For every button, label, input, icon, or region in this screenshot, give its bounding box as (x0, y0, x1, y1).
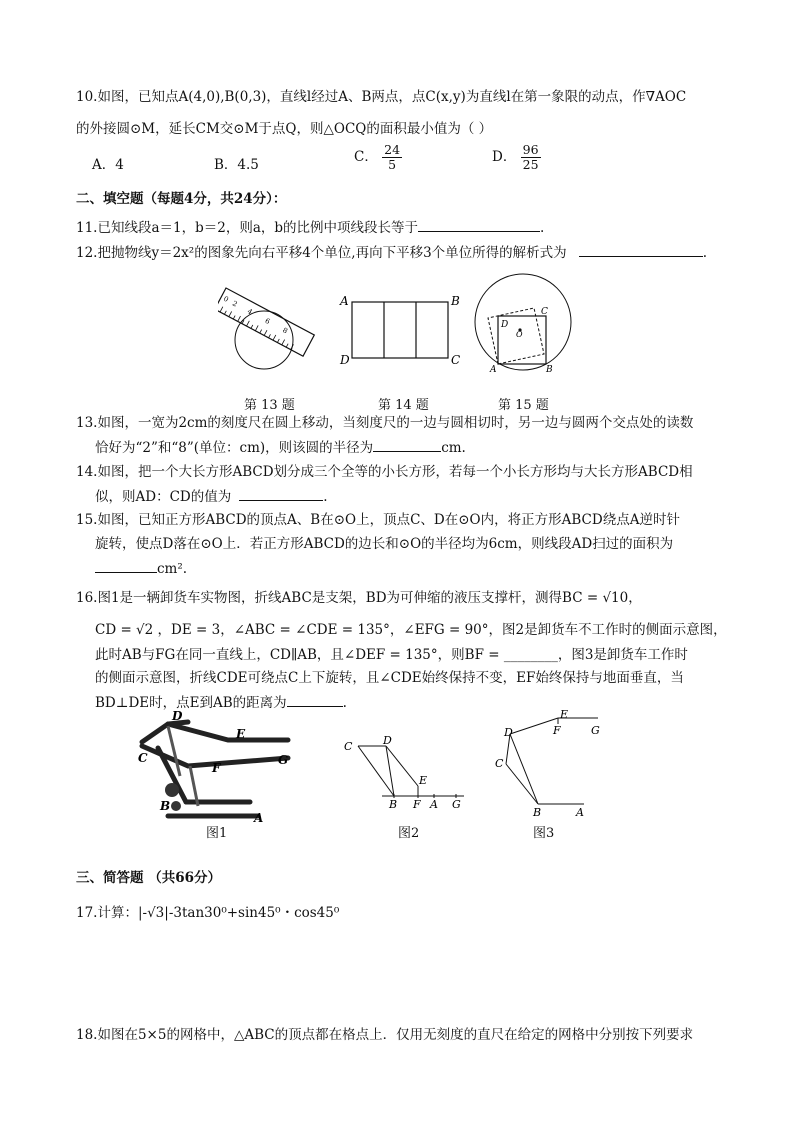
fig2-label-b: B (389, 798, 398, 811)
fig2-label-c: C (344, 740, 353, 753)
q13-unit: cm. (441, 440, 466, 456)
q10-line1: 10.如图，已知点A(4,0),B(0,3)，直线l经过A、B两点，点C(x,y)为直线l在第一象限的动点，作∇AOC (76, 89, 687, 105)
q15-answer-blank (95, 558, 157, 573)
fig15-label-b: B (546, 365, 553, 375)
fig1-label-a: A (254, 811, 264, 825)
q10-option-b: B．4.5 (214, 157, 259, 173)
q16-line4: 的侧面示意图，折线CDE可绕点C上下旋转，且∠CDE始终保持不变，EF始终保持与地面垂直，当 (95, 670, 684, 686)
q11-answer-blank (418, 217, 540, 232)
q14-line2-text: 似，则AD：CD的值为 (95, 489, 232, 505)
fig2-label-g: G (452, 798, 461, 811)
fig14-caption: 第 14 题 (378, 398, 429, 413)
fig15-label-o: O (516, 330, 523, 339)
q10-line2: 的外接圆⊙M，延长CM交⊙M于点Q，则△OCQ的面积最小值为（ ） (76, 121, 493, 137)
q10-option-d (492, 143, 541, 172)
q11 (76, 217, 544, 238)
fig3-label-g: G (591, 724, 600, 737)
fig1-truck-photo (128, 706, 298, 826)
fig13-caption: 第 13 题 (244, 398, 295, 413)
q10-option-a: A．4 (92, 157, 124, 173)
fig15-label-d: D (501, 320, 509, 330)
q16-end: . (342, 695, 347, 711)
fig15-label-c: C (541, 307, 548, 317)
frac-num: 24 (384, 142, 401, 157)
q11-end: . (540, 220, 545, 236)
q15-unit: cm². (157, 561, 188, 577)
q10-option-c-fraction (382, 143, 402, 172)
fig1-label-e: E (236, 727, 246, 741)
q12-text: 12.把抛物线y＝2x²的图象先向右平移4个单位,再向下平移3个单位所得的解析式为 (76, 245, 567, 261)
fig15-caption: 第 15 题 (498, 398, 549, 413)
fig15-label-a: A (490, 365, 497, 375)
fig13-tick-6: 6 (263, 316, 272, 326)
q14-answer-blank (239, 486, 323, 501)
fig13-diagram (218, 280, 328, 372)
fig3-caption: 图3 (533, 826, 555, 841)
fig13-tick-0: 0 (222, 294, 230, 304)
fig1-label-g: G (278, 753, 289, 767)
section3-heading: 三、简答题 （共66分） (76, 870, 221, 886)
fig13-tick-2: 2 (230, 299, 239, 309)
q14-line1: 14.如图，把一个大长方形ABCD划分成三个全等的小长方形，若每一个小长方形均与大长方形ABCD相 (76, 464, 693, 480)
q18: 18.如图在5×5的网格中，△ABC的顶点都在格点上．仅用无刻度的直尺在给定的网格中分别按下列要求 (76, 1027, 694, 1043)
fig15-circle (475, 274, 571, 370)
fig13-tick-4: 4 (245, 307, 254, 317)
q16-answer-blank (287, 692, 343, 707)
q14-end: . (323, 489, 328, 505)
fig2-label-d: D (383, 734, 392, 747)
fig3-label-a: A (576, 806, 584, 818)
section2-heading: 二、填空题（每题4分，共24分）： (76, 191, 287, 207)
q16-line1: 16.图1是一辆卸货车实物图，折线ABC是支架，BD为可伸缩的液压支撑杆，测得BC = √10， (76, 590, 642, 606)
fig1-label-c: C (138, 751, 148, 765)
fig1-label-f: F (212, 761, 221, 775)
fig14-diagram (336, 290, 466, 370)
fig14-label-d: D (340, 353, 350, 367)
frac-den: 25 (522, 157, 539, 172)
q10-option-d-fraction (521, 143, 541, 172)
fig14-rectangle (352, 302, 448, 358)
fig2-label-f: F (413, 798, 421, 811)
q12-answer-blank (579, 242, 703, 257)
fig15-diagram (470, 272, 580, 378)
q10-option-c (354, 143, 402, 172)
fig14-label-b: B (451, 294, 460, 308)
q10-option-c-label: C． (354, 149, 378, 165)
q13-answer-blank (373, 437, 441, 452)
fig3-label-d: D (504, 726, 513, 739)
fig3-label-e: E (560, 708, 569, 721)
q11-text: 11.已知线段a＝1，b＝2，则a，b的比例中项线段长等于 (76, 220, 419, 236)
q16-line3: 此时AB与FG在同一直线上，CD∥AB，且∠DEF = 135°，则BF = ________，图3是卸货车工作时 (95, 647, 688, 663)
q15-line2: 旋转，使点D落在⊙O上．若正方形ABCD的边长和⊙O的半径均为6cm，则线段AD扫过的面积为 (95, 536, 674, 552)
frac-den: 5 (388, 157, 397, 172)
q13-line2 (95, 437, 466, 458)
fig1-label-d: D (172, 709, 183, 723)
fig1-label-b: B (160, 799, 171, 813)
fig3-label-b: B (533, 806, 542, 818)
fig2-label-e: E (419, 774, 428, 787)
q16-line2: CD = √2 ，DE = 3，∠ABC = ∠CDE = 135°，∠EFG = 90°，图2是卸货车不工作时的侧面示意图， (95, 622, 727, 638)
q15-line3 (95, 558, 187, 579)
fig14-label-c: C (451, 353, 461, 367)
q13-line2-text: 恰好为“2”和“8”(单位：cm)，则该圆的半径为 (95, 440, 374, 456)
fig3-diagram (490, 706, 610, 818)
fig2-label-a: A (430, 798, 438, 811)
fig2-caption: 图2 (398, 826, 420, 841)
fig3-label-c: C (495, 757, 504, 770)
q16-line5-text: BD⊥DE时，点E到AB的距离为 (95, 695, 287, 711)
fig13-tick-8: 8 (281, 326, 289, 336)
q14-line2 (95, 486, 328, 507)
q15-line1: 15.如图，已知正方形ABCD的顶点A、B在⊙O上，顶点C、D在⊙O内，将正方形ABCD绕点A逆时针 (76, 512, 680, 528)
frac-num: 96 (522, 142, 539, 157)
q13-line1: 13.如图，一宽为2cm的刻度尺在圆上移动，当刻度尺的一边与圆相切时，另一边与圆两个交点处的读数 (76, 415, 694, 431)
q17: 17.计算：|-√3|-3tan30⁰+sin45⁰・cos45⁰ (76, 905, 340, 921)
fig1-caption: 图1 (206, 826, 228, 841)
q12 (76, 242, 707, 263)
fig3-label-f: F (553, 724, 561, 737)
q10-option-d-label: D． (492, 149, 517, 165)
fig14-label-a: A (340, 294, 349, 308)
fig2-diagram (340, 728, 470, 812)
q12-end: . (702, 245, 707, 261)
